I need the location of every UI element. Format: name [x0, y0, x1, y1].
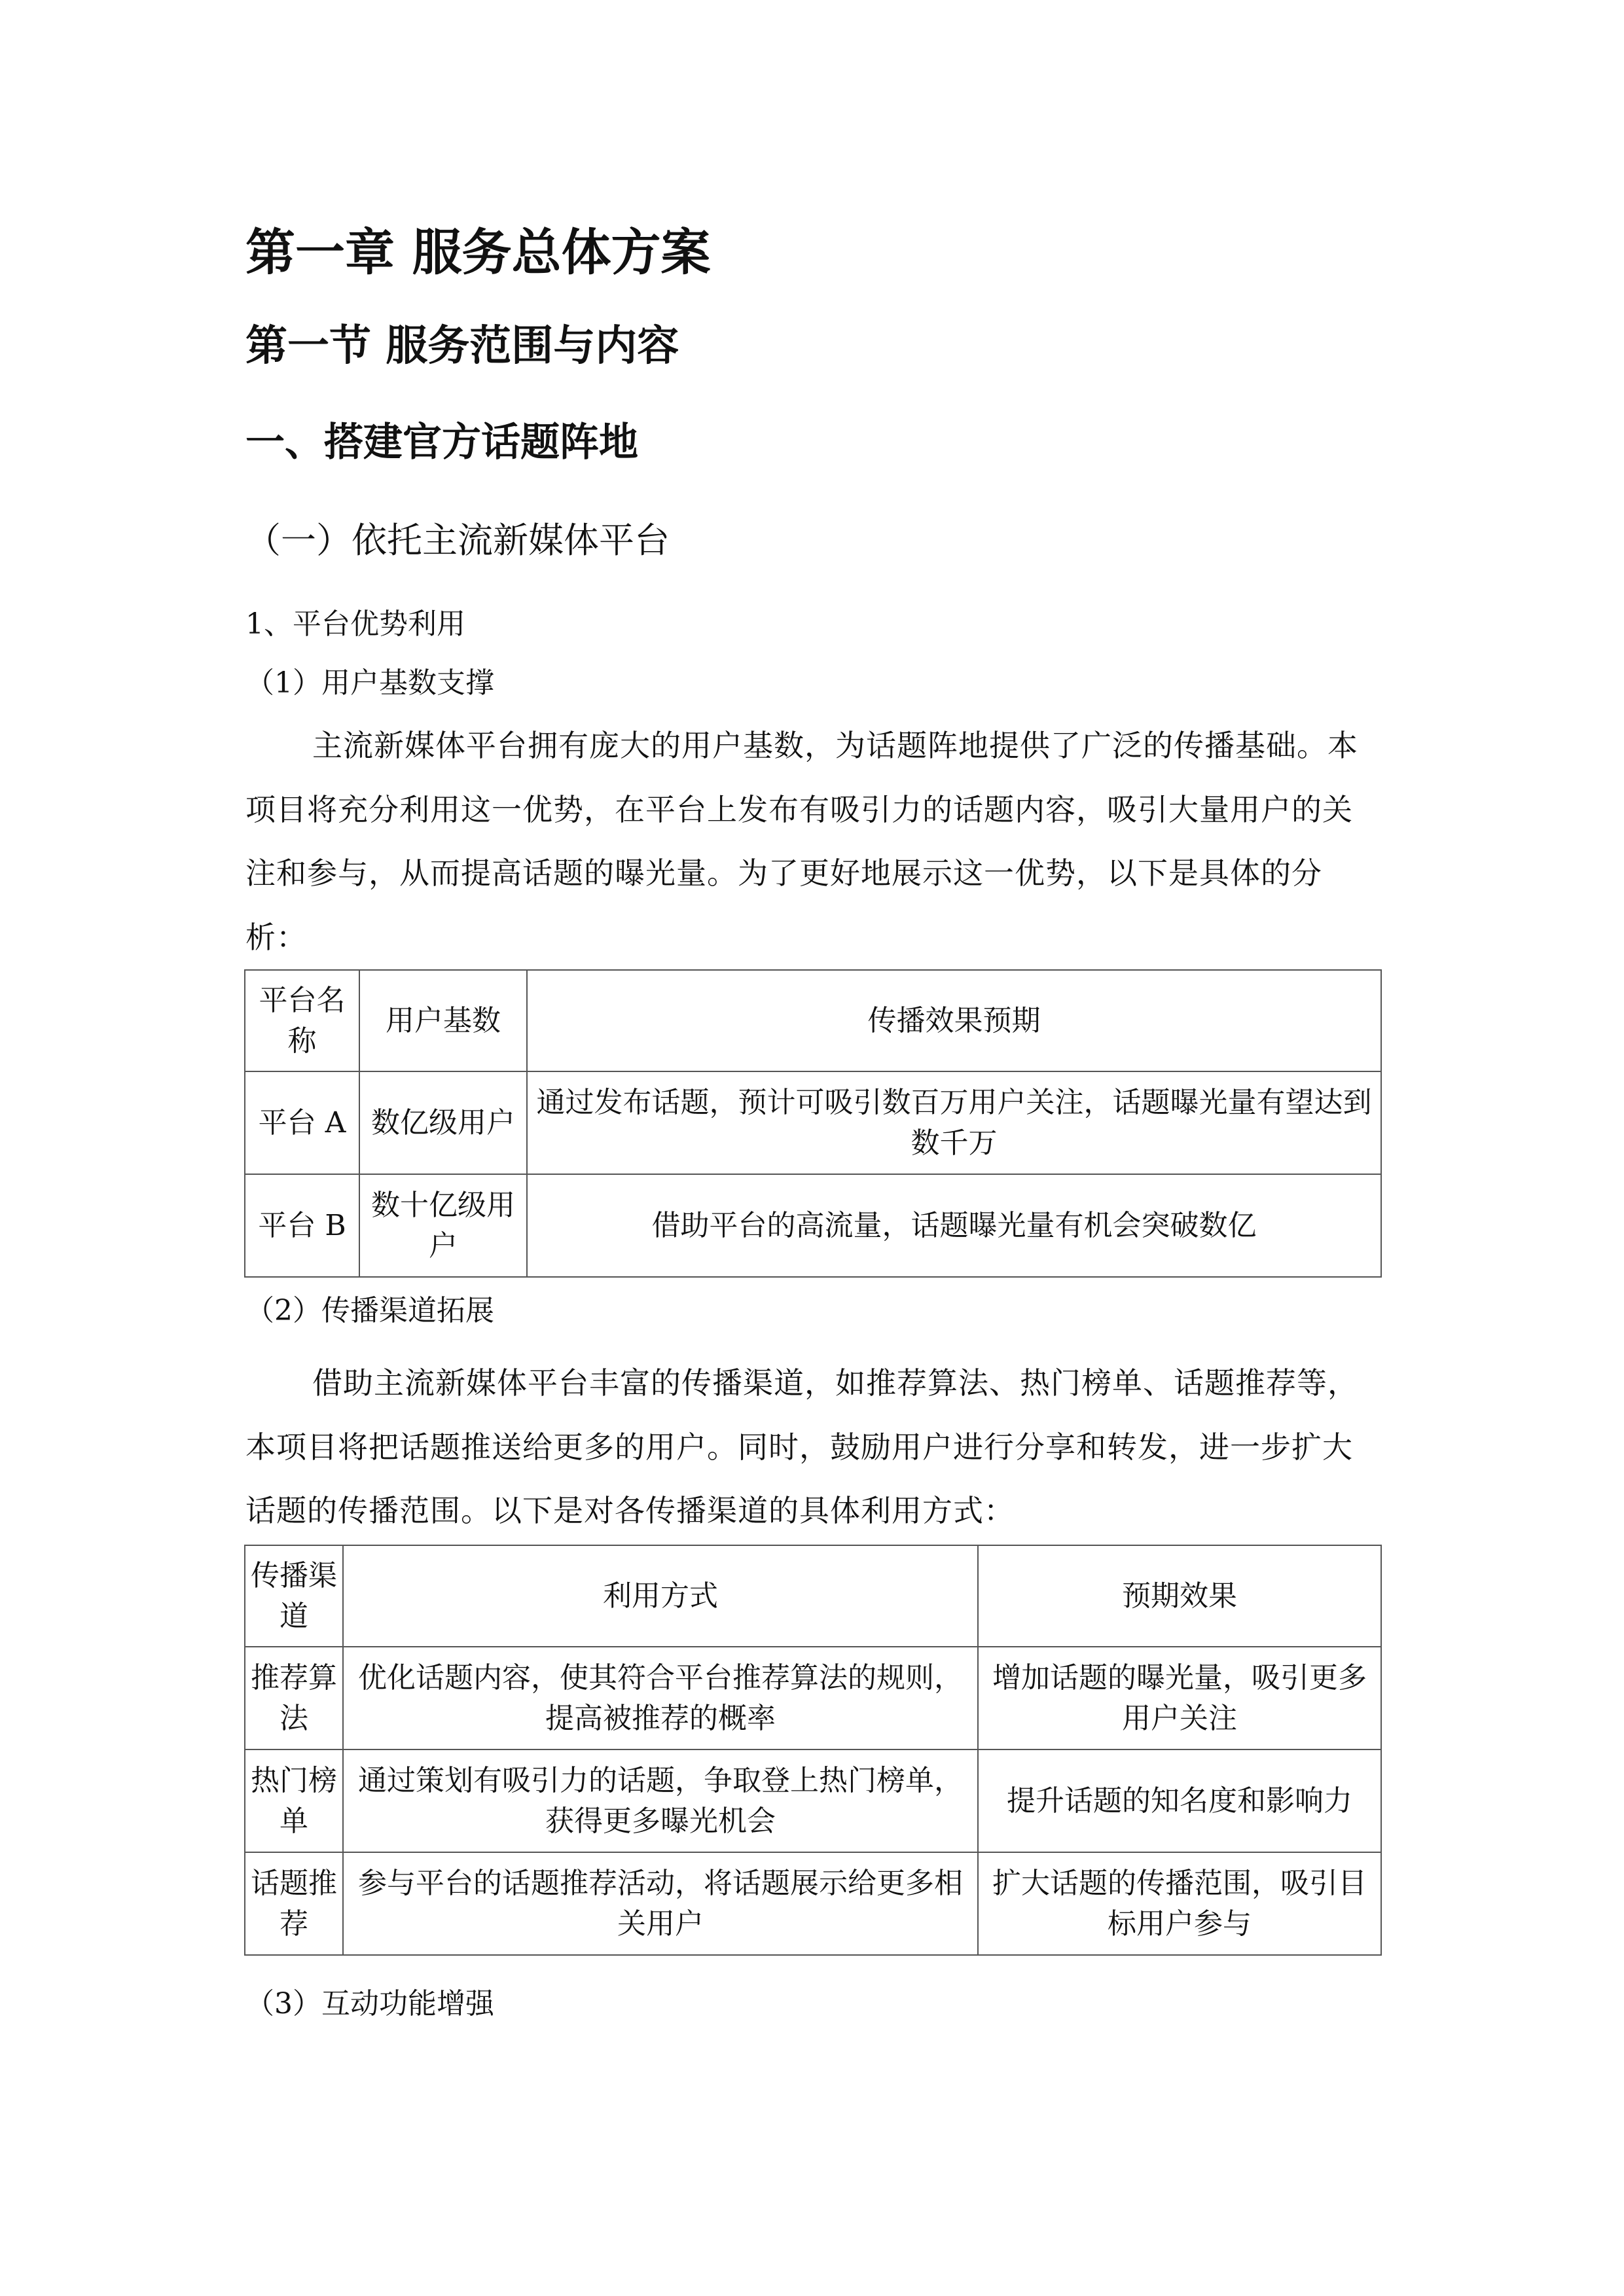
- table-row: [245, 1852, 1381, 1955]
- table-cell: 提升话题的知名度和影响力: [978, 1749, 1381, 1852]
- table-cell: 借助平台的高流量，话题曝光量有机会突破数亿: [527, 1174, 1381, 1277]
- platform-table: [244, 969, 1382, 1278]
- sub1-heading: （1）用户基数支撑: [245, 666, 494, 700]
- table-row: [245, 1647, 1381, 1749]
- paren-heading: （一）依托主流新媒体平台: [245, 520, 670, 561]
- sub3-heading: （3）互动功能增强: [245, 1987, 494, 2020]
- table-header-cell: 传播渠道: [245, 1545, 343, 1647]
- table-cell: 参与平台的话题推荐活动，将话题展示给更多相关用户: [343, 1852, 978, 1955]
- table-header-cell: 传播效果预期: [527, 970, 1381, 1071]
- table-cell: 优化话题内容，使其符合平台推荐算法的规则，提高被推荐的概率: [343, 1647, 978, 1749]
- subsection-title: 一、搭建官方话题阵地: [245, 420, 638, 465]
- channel-table: [244, 1545, 1382, 1956]
- table-cell: 通过发布话题，预计可吸引数百万用户关注，话题曝光量有望达到数千万: [527, 1071, 1381, 1174]
- section-title: 第一节 服务范围与内容: [245, 322, 679, 370]
- table-cell: 平台 B: [245, 1174, 359, 1277]
- chapter-title: 第一章 服务总体方案: [245, 223, 711, 281]
- table-row: [245, 1749, 1381, 1852]
- table-cell: 数十亿级用户: [359, 1174, 527, 1277]
- table-cell: 平台 A: [245, 1071, 359, 1174]
- sub1-paragraph: 主流新媒体平台拥有庞大的用户基数，为话题阵地提供了广泛的传播基础。本项目将充分利用这一优势，在平台上发布有吸引力的话题内容，吸引大量用户的关注和参与，从而提高话题的曝光量。为了更好地展示这一优势，以下是具体的分析：: [245, 728, 1358, 955]
- table-row: [245, 1071, 1381, 1174]
- table-cell: 话题推荐: [245, 1852, 343, 1955]
- table-header-row: [245, 1545, 1381, 1647]
- item-heading: 1、平台优势利用: [245, 607, 465, 641]
- table-header-cell: 用户基数: [359, 970, 527, 1071]
- table-cell: 增加话题的曝光量，吸引更多用户关注: [978, 1647, 1381, 1749]
- table-cell: 热门榜单: [245, 1749, 343, 1852]
- table-cell: 推荐算法: [245, 1647, 343, 1749]
- table-header-cell: 利用方式: [343, 1545, 978, 1647]
- table-cell: 通过策划有吸引力的话题，争取登上热门榜单，获得更多曝光机会: [343, 1749, 978, 1852]
- table-header-cell: 预期效果: [978, 1545, 1381, 1647]
- table-header-cell: 平台名称: [245, 970, 359, 1071]
- table-row: [245, 1174, 1381, 1277]
- table-cell: 数亿级用户: [359, 1071, 527, 1174]
- table-header-row: [245, 970, 1381, 1071]
- sub2-heading: （2）传播渠道拓展: [245, 1294, 494, 1327]
- sub2-paragraph: 借助主流新媒体平台丰富的传播渠道，如推荐算法、热门榜单、话题推荐等，本项目将把话题推送给更多的用户。同时，鼓励用户进行分享和转发，进一步扩大话题的传播范围。以下是对各传播渠道的具体利用方式：: [245, 1365, 1358, 1528]
- table-cell: 扩大话题的传播范围，吸引目标用户参与: [978, 1852, 1381, 1955]
